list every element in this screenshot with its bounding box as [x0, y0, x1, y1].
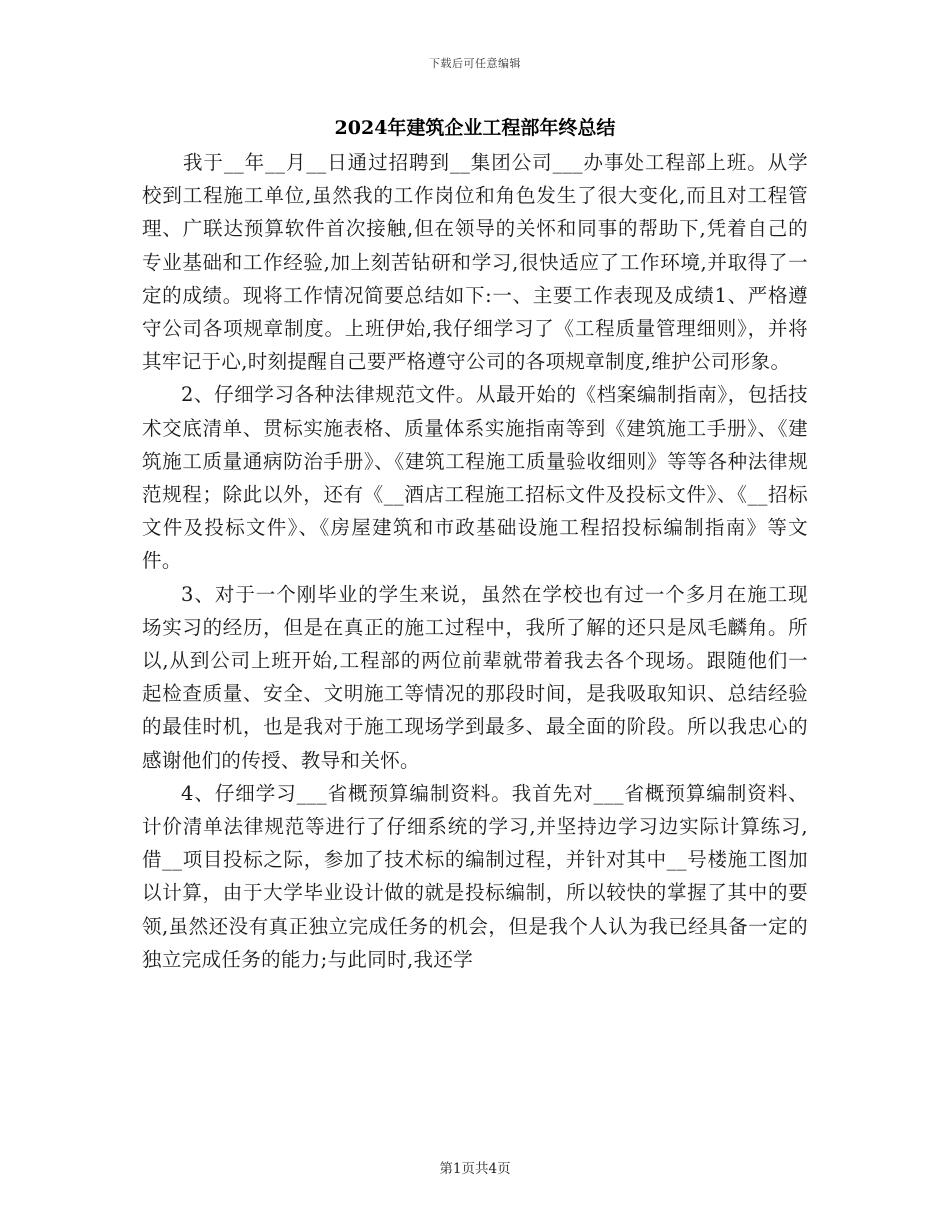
paragraph-3: 3、对于一个刚毕业的学生来说，虽然在学校也有过一个多月在施工现场实习的经历，但是在真正的施工过程中，我所了解的还只是凤毛麟角。所以,从到公司上班开始,工程部的两位前辈就带着我去各个现场。跟随他们一起检查质量、安全、文明施工等情况的那段时间，是我吸取知识、总结经验的最佳时机，也是我对于施工现场学到最多、最全面的阶段。所以我忠心的感谢他们的传授、教导和关怀。	[142, 582, 808, 772]
paragraph-2: 2、仔细学习各种法律规范文件。从最开始的《档案编制指南》，包括技术交底清单、贯标实施表格、质量体系实施指南等到《建筑施工手册》、《建筑施工质量通病防治手册》、《建筑工程施工质量验收细则》等等各种法律规范规程；除此以外，还有《__酒店工程施工招标文件及投标文件》、《__招标文件及投标文件》、《房屋建筑和市政基础设施工程招投标编制指南》等文件。	[142, 383, 808, 573]
document-body	[142, 146, 808, 976]
document-title: 2024年建筑企业工程部年终总结	[334, 117, 616, 139]
page-number: 第1页共4页	[439, 1161, 511, 1177]
paragraph-4: 4、仔细学习___省概预算编制资料。我首先对___省概预算编制资料、计价清单法律规范等进行了仔细系统的学习,并坚持边学习边实际计算练习,借__项目投标之际，参加了技术标的编制过程，并针对其中__号楼施工图加以计算，由于大学毕业设计做的就是投标编制，所以较快的掌握了其中的要领,虽然还没有真正独立完成任务的机会，但是我个人认为我已经具备一定的独立完成任务的能力;与此同时,我还学	[142, 781, 808, 971]
header-note: 下载后可任意编辑	[429, 57, 521, 70]
paragraph-1: 我于__年__月__日通过招聘到__集团公司___办事处工程部上班。从学校到工程施工单位,虽然我的工作岗位和角色发生了很大变化,而且对工程管理、广联达预算软件首次接触,但在领导的关怀和同事的帮助下,凭着自己的专业基础和工作经验,加上刻苦钻研和学习,很快适应了工作环境,并取得了一定的成绩。现将工作情况简要总结如下:一、主要工作表现及成绩1、严格遵守公司各项规章制度。上班伊始,我仔细学习了《工程质量管理细则》，并将其牢记于心,时刻提醒自己要严格遵守公司的各项规章制度,维护公司形象。	[142, 151, 808, 374]
